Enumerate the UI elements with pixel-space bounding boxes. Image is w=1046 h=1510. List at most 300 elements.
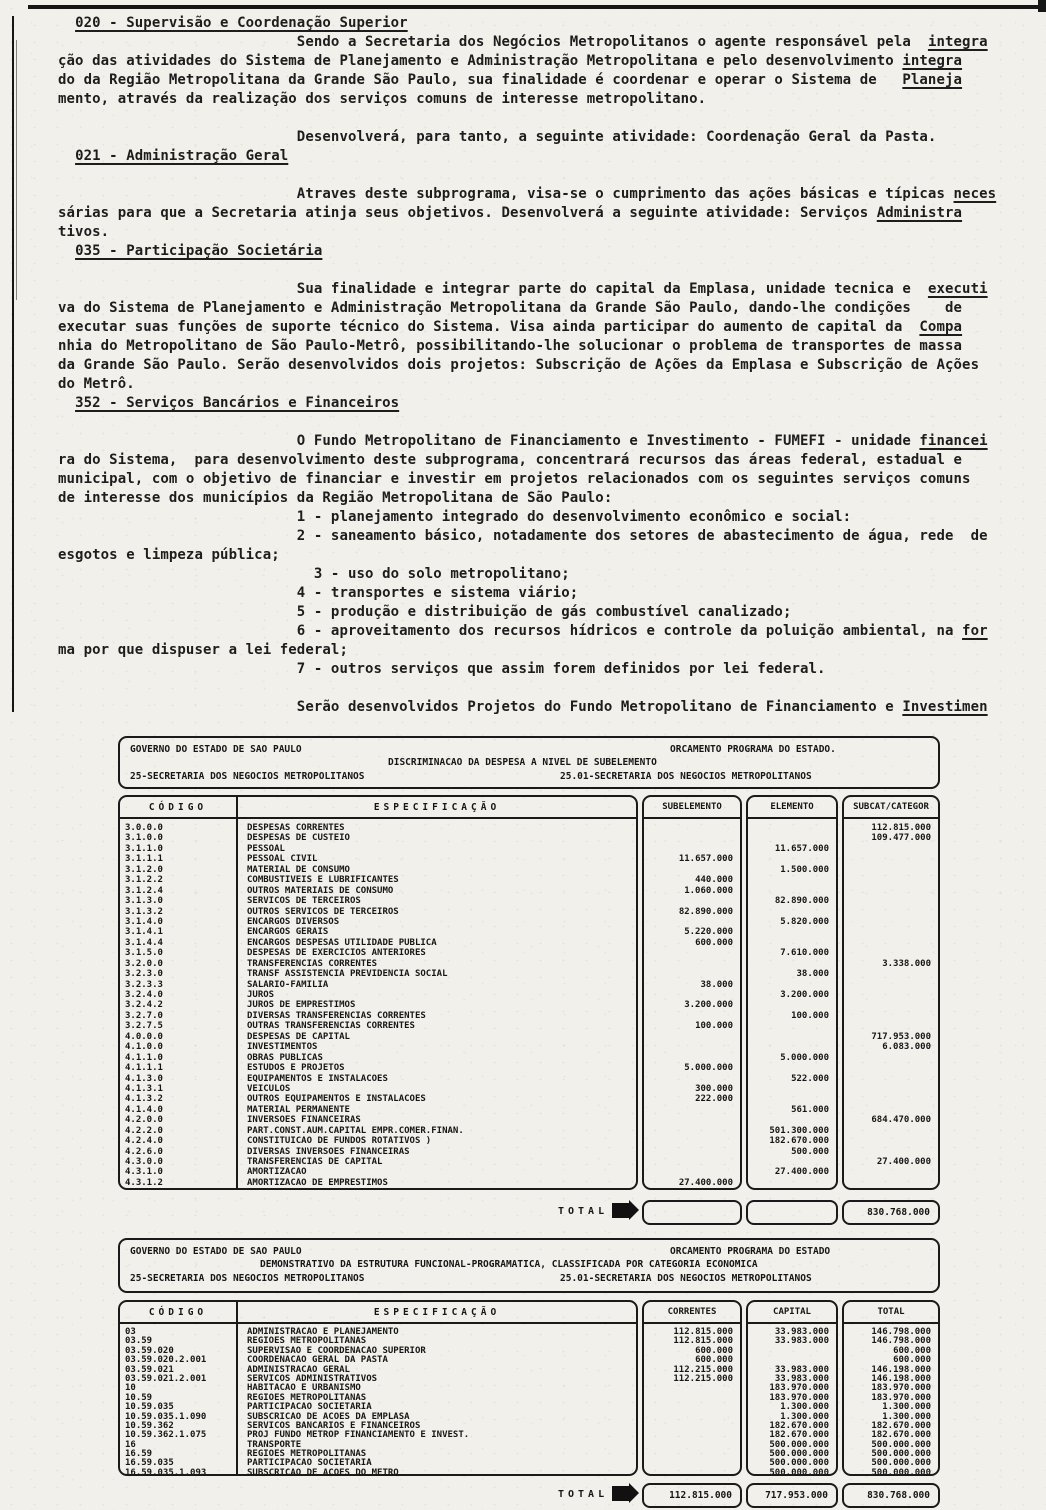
table-cell-total: 183.970.000: [871, 1383, 931, 1394]
table-cell-subelemento: 1.060.000: [684, 885, 733, 896]
table-cell-elemento: 182.670.000: [769, 1136, 829, 1147]
table-cell-code: 3.1.1.0: [125, 843, 163, 854]
table-cell-subelemento: [644, 823, 740, 833]
table-cell-code: 16.59.035: [125, 1458, 174, 1469]
table-cell-spec: INVERSOES FINANCEIRAS: [247, 1115, 361, 1126]
typewritten-line: [58, 432, 1018, 451]
table-cell-capital: 182.670.000: [769, 1430, 829, 1441]
table-cell-subelemento: 82.890.000: [678, 906, 733, 917]
table-cell-elemento: 5.820.000: [780, 916, 829, 927]
table-cell-spec: HABITACAO E URBANISMO: [247, 1383, 361, 1394]
table-cell-total: 1.300.000: [882, 1411, 931, 1422]
table-cell-elemento: [748, 823, 836, 833]
typewritten-line: [58, 527, 1018, 546]
table1-header-especificacao: ESPECIFICAÇÃO: [373, 802, 501, 813]
table-cell-spec: PART.CONST.AUM.CAPITAL EMPR.COMER.FINAN.: [247, 1125, 464, 1136]
table-cell-subelemento: 38.000: [700, 979, 733, 990]
table-cell-subcat: [844, 1011, 938, 1021]
table1-total-subcat: 830.768.000: [842, 1200, 940, 1225]
line-text: ção das atividades do Sistema de Planejamento e Administração Metropolitana e pelo desenvolvimento: [58, 53, 903, 69]
typewritten-line: [58, 546, 1018, 565]
table2-header-correntes: CORRENTES: [644, 1302, 740, 1324]
table-cell-subelemento: [644, 1167, 740, 1177]
table1-total-label: TOTAL: [558, 1206, 609, 1217]
table-cell-spec: ENCARGOS DESPESAS UTILIDADE PUBLICA: [247, 937, 437, 948]
table-cell-correntes: [644, 1403, 740, 1412]
table1-subelemento-column: [644, 819, 740, 1188]
typewritten-line: [58, 489, 1018, 508]
table-cell-spec: CONSTITUICAO DE FUNDOS ROTATIVOS ): [247, 1136, 432, 1147]
line-underlined-text: Administra: [876, 205, 963, 221]
table-cell-elemento: [748, 1084, 836, 1094]
table1-header-subelemento: SUBELEMENTO: [644, 797, 740, 819]
table-cell-code: 4.0.0.0: [125, 1031, 163, 1042]
table-cell-subelemento: 5.220.000: [684, 927, 733, 938]
table1-subtitle: DISCRIMINACAO DA DESPESA A NIVEL DE SUBELEMENTO: [388, 757, 657, 768]
line-text: do Metrô.: [58, 376, 135, 392]
table-cell-spec: DESPESAS CORRENTES: [247, 823, 345, 833]
line-text: [58, 15, 75, 31]
table-cell-spec: OUTROS EQUIPAMENTOS E INSTALACOES: [247, 1094, 426, 1105]
table-cell-capital: 500.000.000: [769, 1439, 829, 1450]
table-cell-subelemento: [644, 1053, 740, 1063]
table2-header-codigo: CÓDIGO: [120, 1302, 238, 1322]
line-text: [58, 395, 75, 411]
line-text: [58, 148, 75, 164]
table-cell-elemento: [748, 833, 836, 843]
table-cell-code: 10.59.035.1.090: [125, 1411, 207, 1422]
table-cell-spec: PESSOAL: [247, 843, 285, 854]
table-cell-code: 4.2.6.0: [125, 1146, 163, 1157]
line-underlined-text: 352 - Serviços Bancários e Financeiros: [75, 395, 400, 411]
table-cell-subcat: [844, 1021, 938, 1031]
table1-header-box: [118, 736, 940, 789]
table-cell-code: 3.1.1.1: [125, 854, 163, 865]
table-cell-code: 16.59: [125, 1449, 153, 1460]
table-cell-spec: ADMINISTRACAO E PLANEJAMENTO: [247, 1327, 399, 1337]
line-text: mento, através da realização dos serviços comuns de interesse metropolitano.: [58, 91, 707, 107]
line-text: 5 - produção e distribuição de gás combustível canalizado;: [58, 604, 792, 620]
table-cell-subcat: [844, 1063, 938, 1073]
table-cell-code: 3.1.2.2: [125, 875, 163, 886]
table2-department-left: 25-SECRETARIA DOS NEGOCIOS METROPOLITANOS: [130, 1273, 365, 1284]
table-cell-spec: SALARIO-FAMILIA: [247, 979, 329, 990]
table-cell-elemento: [748, 927, 836, 937]
scan-artifact-top-line: [28, 5, 1044, 9]
table-cell-elemento: [748, 1042, 836, 1052]
table-cell-correntes: 112.215.000: [673, 1373, 733, 1384]
table2-total-label: TOTAL: [558, 1489, 609, 1500]
table-cell-capital: 33.983.000: [774, 1364, 829, 1375]
table1-body: [120, 819, 636, 1188]
table-cell-elemento: 38.000: [796, 969, 829, 980]
table-cell-correntes: [644, 1469, 740, 1476]
table-cell-spec: DIVERSAS TRANSFERENCIAS CORRENTES: [247, 1010, 426, 1021]
table-cell-code: 3.0.0.0: [125, 823, 163, 833]
line-text: tivos.: [58, 224, 110, 240]
line-underlined-text: 035 - Participação Societária: [75, 243, 323, 259]
table-cell-subelemento: [644, 1115, 740, 1125]
table-cell-subelemento: [644, 1126, 740, 1136]
line-text: 1 - planejamento integrado do desenvolvimento econômico e social:: [58, 509, 852, 525]
typewritten-line: [58, 33, 1018, 52]
table-cell-spec: TRANSPORTE: [247, 1439, 302, 1450]
table-cell-code: 4.1.3.2: [125, 1094, 163, 1105]
table-cell-code: 3.2.4.2: [125, 1000, 163, 1011]
typewritten-line: [58, 356, 1018, 375]
table-cell-code: 3.2.7.0: [125, 1010, 163, 1021]
typewritten-line: [58, 318, 1018, 337]
typewritten-line: [58, 52, 1018, 71]
typewritten-line: [58, 71, 1018, 90]
table2-correntes-box: [642, 1300, 742, 1476]
table-cell-spec: JUROS DE EMPRESTIMOS: [247, 1000, 356, 1011]
table-cell-subelemento: 222.000: [695, 1094, 733, 1105]
table-cell-code: 4.3.1.2: [125, 1177, 163, 1188]
table-cell-capital: [748, 1347, 836, 1356]
table-cell-elemento: 100.000: [791, 1010, 829, 1021]
table-cell-elemento: 7.610.000: [780, 948, 829, 959]
table1-department-left: 25-SECRETARIA DOS NEGOCIOS METROPOLITANOS: [130, 771, 365, 782]
table-cell-subelemento: [644, 1032, 740, 1042]
line-text: Serão desenvolvidos Projetos do Fundo Metropolitano de Financiamento e: [58, 699, 903, 715]
line-underlined-text: Compa: [919, 319, 963, 335]
typewritten-line: [58, 451, 1018, 470]
table-cell-code: 4.1.4.0: [125, 1104, 163, 1115]
table-cell-correntes: [644, 1459, 740, 1468]
table-cell-code: 4.3.1.0: [125, 1167, 163, 1178]
typewritten-line: [58, 565, 1018, 584]
line-text: O Fundo Metropolitano de Financiamento e Investimento - FUMEFI - unidade: [58, 433, 920, 449]
table-cell-code: 3.1.2.0: [125, 864, 163, 875]
table-cell-elemento: 27.400.000: [774, 1167, 829, 1178]
table-cell-capital: 1.300.000: [780, 1402, 829, 1413]
line-text: Desenvolverá, para tanto, a seguinte atividade: Coordenação Geral da Pasta.: [58, 129, 937, 145]
table2-government-title: GOVERNO DO ESTADO DE SAO PAULO: [130, 1246, 302, 1257]
typewritten-line: [58, 470, 1018, 489]
table2-column-headers: [120, 1302, 636, 1324]
table-cell-subelemento: [644, 1042, 740, 1052]
table-cell-subelemento: 600.000: [695, 937, 733, 948]
table1-header-subcat: SUBCAT/CATEGOR: [844, 797, 938, 819]
table-cell-subelemento: [644, 1157, 740, 1167]
typewritten-line: [58, 242, 1018, 261]
table1-subcat-box: [842, 795, 940, 1190]
table-cell-elemento: [748, 854, 836, 864]
table1-total-row: [118, 1200, 940, 1227]
table-cell-correntes: [644, 1431, 740, 1440]
table-cell-correntes: [644, 1384, 740, 1393]
table-cell-spec: DESPESAS DE EXERCICIOS ANTERIORES: [247, 948, 426, 959]
table-cell-subcat: [844, 1167, 938, 1177]
table-cell-subcat: [844, 1147, 938, 1157]
table-cell-code: 3.1.3.2: [125, 906, 163, 917]
table2-total-correntes: 112.815.000: [642, 1483, 742, 1508]
table-cell-correntes: [644, 1422, 740, 1431]
typewritten-line: [58, 603, 1018, 622]
table2-total-capital: 717.953.000: [746, 1483, 838, 1508]
typewritten-line: [58, 204, 1018, 223]
table-cell-spec: COMBUSTIVEIS E LUBRIFICANTES: [247, 875, 399, 886]
scan-artifact-corner-mark: [1038, 0, 1046, 12]
table-cell-code: 3.1.4.1: [125, 927, 163, 938]
typewritten-line: [58, 14, 1018, 33]
table-cell-correntes: [644, 1441, 740, 1450]
table-cell-code: 3.1.4.4: [125, 937, 163, 948]
table1-header-codigo: CÓDIGO: [120, 797, 238, 817]
table-cell-elemento: 11.657.000: [774, 843, 829, 854]
table-cell-elemento: [748, 1021, 836, 1031]
table-cell-spec: ADMINISTRACAO GERAL: [247, 1364, 350, 1375]
typewritten-line: [58, 508, 1018, 527]
table-cell-code: 10.59.035: [125, 1402, 174, 1413]
table-cell-subelemento: 100.000: [695, 1021, 733, 1032]
table-cell-code: 16: [125, 1439, 136, 1450]
table-cell-spec: SUPERVISAO E COORDENACAO SUPERIOR: [247, 1345, 426, 1356]
table-cell-spec: ESTUDOS E PROJETOS: [247, 1063, 345, 1074]
table1-subcat-column: [844, 819, 938, 1188]
table-cell-subcat: [844, 1084, 938, 1094]
typewritten-line: [58, 622, 1018, 641]
table-cell-subcat: [844, 969, 938, 979]
line-text: Sua finalidade e integrar parte do capital da Emplasa, unidade tecnica e: [58, 281, 928, 297]
table-cell-spec: SERVICOS DE TERCEIROS: [247, 896, 361, 907]
table1-code-spec-box: [118, 795, 638, 1190]
table2-spec-column: [238, 1324, 636, 1476]
table-cell-total: 182.670.000: [871, 1420, 931, 1431]
table-cell-capital: 183.970.000: [769, 1383, 829, 1394]
typewritten-line: [58, 375, 1018, 394]
table-cell-spec: MATERIAL PERMANENTE: [247, 1104, 350, 1115]
table-cell-subelemento: [644, 1011, 740, 1021]
table2-budget-title: ORCAMENTO PROGRAMA DO ESTADO: [670, 1246, 831, 1257]
table-cell-spec: MATERIAL DE CONSUMO: [247, 864, 350, 875]
typewritten-line: [58, 147, 1018, 166]
table-cell-elemento: [748, 1157, 836, 1167]
table-cell-code: 3.2.0.0: [125, 958, 163, 969]
table-cell-spec: PARTICIPACAO SOCIETARIA: [247, 1458, 372, 1469]
table1-elemento-box: [746, 795, 838, 1190]
table-cell-spec: TRANSFERENCIAS CORRENTES: [247, 958, 378, 969]
table-cell-code: 4.1.3.0: [125, 1073, 163, 1084]
table-cell-elemento: 561.000: [791, 1104, 829, 1115]
table2-header-total: TOTAL: [844, 1302, 938, 1324]
table-cell-capital: 1.300.000: [780, 1411, 829, 1422]
table-cell-subcat: [844, 875, 938, 885]
table-cell-spec: SUBSCRICAO DE ACOES DA EMPLASA: [247, 1411, 410, 1422]
table-cell-elemento: [748, 1115, 836, 1125]
table-cell-elemento: 501.300.000: [769, 1125, 829, 1136]
table-cell-subcat: 6.083.000: [882, 1042, 931, 1053]
table-cell-subcat: [844, 980, 938, 990]
table-cell-capital: 182.670.000: [769, 1420, 829, 1431]
table-cell-code: 16.59.035.1.093: [125, 1467, 207, 1476]
table-cell-elemento: [748, 1094, 836, 1104]
table-cell-subelemento: [644, 844, 740, 854]
table-cell-subcat: [844, 1178, 938, 1188]
line-text: ma por que dispuser a lei federal;: [58, 642, 348, 658]
table-cell-code: 4.1.3.1: [125, 1083, 163, 1094]
table-cell-elemento: [748, 907, 836, 917]
table-cell-total: 146.798.000: [871, 1336, 931, 1347]
table-cell-code: 03.59: [125, 1336, 153, 1347]
table-cell-elemento: [748, 1178, 836, 1188]
table-cell-elemento: [748, 1063, 836, 1073]
typewritten-line: [58, 698, 1018, 717]
table-cell-correntes: 600.000: [695, 1355, 733, 1366]
table-cell-correntes: [644, 1450, 740, 1459]
table-cell-subcat: [844, 854, 938, 864]
typewritten-line: [58, 660, 1018, 679]
table-cell-spec: SERVICOS BANCARIOS E FINANCEIROS: [247, 1420, 421, 1431]
line-text: nhia do Metropolitano de São Paulo-Metrô, possibilitando-lhe solucionar o problema de transportes de massa: [58, 338, 963, 354]
table-cell-subelemento: [644, 1105, 740, 1115]
line-underlined-text: integra: [927, 34, 988, 50]
table-cell-subelemento: [644, 948, 740, 958]
typewritten-line: [58, 223, 1018, 242]
table-cell-total: 600.000: [893, 1355, 931, 1366]
table-cell-subcat: [844, 1074, 938, 1084]
table-cell-spec: VEICULOS: [247, 1083, 291, 1094]
typewritten-line: [58, 166, 1018, 185]
typewritten-line: [58, 185, 1018, 204]
table-cell-code: 4.2.4.0: [125, 1136, 163, 1147]
table-cell-subcat: 109.477.000: [871, 833, 931, 844]
line-underlined-text: neces: [953, 186, 997, 202]
table2-capital-column: [748, 1324, 836, 1476]
table-cell-total: 182.670.000: [871, 1430, 931, 1441]
table-cell-correntes: 112.815.000: [673, 1336, 733, 1347]
table-cell-code: 4.1.1.0: [125, 1052, 163, 1063]
table1-total-subelemento: [642, 1200, 742, 1225]
table-cell-spec: OUTROS MATERIAIS DE CONSUMO: [247, 885, 394, 896]
table-cell-spec: DESPESAS DE CAPITAL: [247, 1031, 350, 1042]
table-cell-code: 4.3.0.0: [125, 1157, 163, 1167]
line-text: 7 - outros serviços que assim forem definidos por lei federal.: [58, 661, 826, 677]
table1-spec-column: [238, 819, 636, 1188]
table2-total-column: [844, 1324, 938, 1476]
table-cell-subcat: [844, 1053, 938, 1063]
table-cell-elemento: [748, 980, 836, 990]
table-cell-code: 3.1.3.0: [125, 896, 163, 907]
table-cell-elemento: [748, 938, 836, 948]
table-cell-elemento: 5.000.000: [780, 1052, 829, 1063]
table2-total-row: [118, 1483, 940, 1510]
table-cell-spec: REGIOES METROPOLITANAS: [247, 1336, 367, 1347]
table-cell-subelemento: 5.000.000: [684, 1063, 733, 1074]
table-cell-code: 10.59: [125, 1392, 153, 1403]
table-cell-capital: 500.000.000: [769, 1458, 829, 1469]
table-cell-subcat: [844, 865, 938, 875]
line-text: va do Sistema de Planejamento e Administração Metropolitana da Grande São Paulo, dando-lhe condições de: [58, 300, 963, 316]
table2-code-column: [120, 1324, 238, 1476]
table-cell-spec: SUBSCRICAO DE ACOES DO METRO: [247, 1467, 399, 1476]
table-cell-code: 03: [125, 1327, 136, 1337]
table-cell-spec: PESSOAL CIVIL: [247, 854, 318, 865]
typewritten-line: [58, 299, 1018, 318]
typewritten-line: [58, 280, 1018, 299]
table-cell-elemento: [748, 959, 836, 969]
table-cell-total: 500.000.000: [871, 1467, 931, 1476]
table-cell-subelemento: [644, 833, 740, 843]
total-arrow-icon: [612, 1203, 629, 1218]
table1-code-column: [120, 819, 238, 1188]
table-cell-code: 03.59.021: [125, 1364, 174, 1375]
line-text: municipal, com o objetivo de financiar e investir em projetos relacionados com os seguintes serviços comuns: [58, 471, 971, 487]
table-cell-capital: 33.983.000: [774, 1327, 829, 1337]
table-cell-total: 500.000.000: [871, 1449, 931, 1460]
table-cell-subcat: [844, 927, 938, 937]
table2-code-spec-box: [118, 1300, 638, 1476]
typewritten-line: [58, 641, 1018, 660]
table-cell-subcat: [844, 917, 938, 927]
table-cell-subelemento: [644, 959, 740, 969]
table-cell-subelemento: [644, 1074, 740, 1084]
table1-government-title: GOVERNO DO ESTADO DE SAO PAULO: [130, 744, 302, 755]
typewritten-line: [58, 337, 1018, 356]
line-underlined-text: for: [962, 623, 988, 639]
table-cell-spec: PARTICIPACAO SOCIETARIA: [247, 1402, 372, 1413]
table1-column-headers: [120, 797, 636, 819]
table-cell-subelemento: [644, 917, 740, 927]
table-cell-subcat: [844, 886, 938, 896]
table-cell-correntes: [644, 1413, 740, 1422]
table1-budget-title: ORCAMENTO PROGRAMA DO ESTADO.: [670, 744, 836, 755]
table-cell-capital: 33.983.000: [774, 1336, 829, 1347]
table-cell-spec: OUTRAS TRANSFERENCIAS CORRENTES: [247, 1021, 415, 1032]
table2-subtitle: DEMONSTRATIVO DA ESTRUTURA FUNCIONAL-PROGRAMATICA, CLASSIFICADA POR CATEGORIA ECONOMICA: [260, 1259, 758, 1270]
typewritten-line: [58, 584, 1018, 603]
line-text: da Grande São Paulo. Serão desenvolvidos dois projetos: Subscrição de Ações da Emplasa e Subscrição de Ações: [58, 357, 980, 373]
table-cell-subcat: [844, 1126, 938, 1136]
table-cell-subelemento: [644, 1147, 740, 1157]
table-cell-total: 500.000.000: [871, 1439, 931, 1450]
table-cell-spec: OBRAS PUBLICAS: [247, 1052, 323, 1063]
line-underlined-text: 021 - Administração Geral: [75, 148, 289, 164]
table-cell-code: 3.1.4.0: [125, 916, 163, 927]
scan-artifact-left-line-faint: [16, 40, 17, 300]
table-cell-spec: ENCARGOS GERAIS: [247, 927, 329, 938]
table-cell-elemento: 500.000: [791, 1146, 829, 1157]
line-underlined-text: integra: [902, 53, 963, 69]
table2-header-capital: CAPITAL: [748, 1302, 836, 1324]
table2-body: [120, 1324, 636, 1476]
table2-capital-box: [746, 1300, 838, 1476]
table-cell-subcat: [844, 844, 938, 854]
table-cell-spec: DIVERSAS INVERSOES FINANCEIRAS: [247, 1146, 410, 1157]
line-text: ra do Sistema, para desenvolvimento deste subprograma, concentrará recursos das áreas federal, estadual e: [58, 452, 963, 468]
table-cell-subelemento: [644, 1136, 740, 1146]
table-cell-total: 146.198.000: [871, 1373, 931, 1384]
line-text: 4 - transportes e sistema viário;: [58, 585, 579, 601]
line-text: Sendo a Secretaria dos Negócios Metropolitanos o agente responsável pela: [58, 34, 928, 50]
table-cell-subcat: [844, 1136, 938, 1146]
table-cell-subelemento: 300.000: [695, 1083, 733, 1094]
table-cell-subcat: 3.338.000: [882, 958, 931, 969]
line-text: executar suas funções de suporte técnico do Sistema. Visa ainda participar do aumento de capital da: [58, 319, 920, 335]
table2-department-right: 25.01-SECRETARIA DOS NEGOCIOS METROPOLITANOS: [560, 1273, 812, 1284]
table-cell-code: 3.1.2.4: [125, 885, 163, 896]
table-cell-code: 3.2.3.3: [125, 979, 163, 990]
table-cell-capital: 183.970.000: [769, 1392, 829, 1403]
line-underlined-text: Investimen: [902, 699, 988, 715]
table-cell-code: 3.1.5.0: [125, 948, 163, 959]
table-cell-code: 03.59.020: [125, 1345, 174, 1356]
table-cell-subelemento: 3.200.000: [684, 1000, 733, 1011]
table-cell-subcat: [844, 938, 938, 948]
table2-header-box: [118, 1238, 940, 1293]
table-cell-capital: 33.983.000: [774, 1373, 829, 1384]
